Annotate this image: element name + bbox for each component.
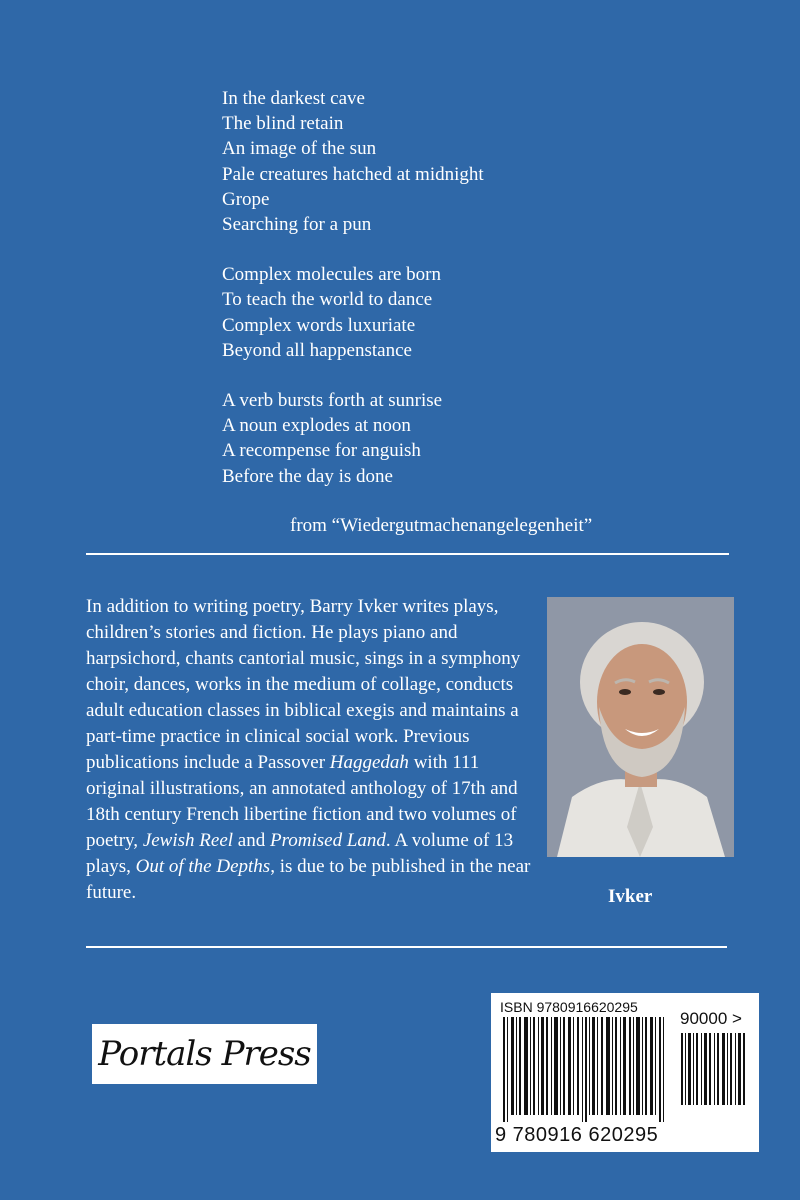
poem-line: Searching for a pun xyxy=(222,214,372,236)
poem-line: Complex molecules are born xyxy=(222,264,441,286)
poem-attribution: from “Wiedergutmachenangelegenheit” xyxy=(290,515,593,536)
poem-line: A noun explodes at noon xyxy=(222,415,411,437)
divider-bottom xyxy=(86,946,727,948)
bio-title-haggedah: Haggedah xyxy=(329,752,409,773)
poem-line: To teach the world to dance xyxy=(222,289,433,311)
poem-stanza-2 xyxy=(222,262,484,363)
divider-top xyxy=(86,553,729,555)
price-code-bars xyxy=(681,1033,751,1105)
author-portrait-illustration xyxy=(547,597,734,857)
bio-text: In addition to writing poetry, Barry Ivker writes plays, children’s stories and fiction. He plays piano and harpsichord, chants cantorial music, sings in a symphony choir, dances, works in the medium of collage, conducts adult education classes in biblical exegis and maintains a part-time practice in clinical social work. Previous publications include a Passover xyxy=(86,596,521,773)
poem-line: In the darkest cave xyxy=(222,88,365,109)
poem xyxy=(222,86,484,514)
isbn-barcode xyxy=(491,993,759,1152)
poem-stanza-3 xyxy=(222,388,484,489)
poem-line: A verb bursts forth at sunrise xyxy=(222,390,443,412)
isbn-label: ISBN 9780916620295 xyxy=(500,999,638,1015)
poem-line: Before the day is done xyxy=(222,465,393,487)
poem-line: Pale creatures hatched at midnight xyxy=(222,163,484,185)
price-code: 90000 > xyxy=(680,1009,742,1028)
author-bio xyxy=(86,594,534,906)
poem-line: Complex words luxuriate xyxy=(222,314,416,336)
poem-line: A recompense for anguish xyxy=(222,440,421,462)
poem-line: Beyond all happenstance xyxy=(222,339,412,361)
bio-paragraph xyxy=(86,594,534,906)
isbn-digits: 9 780916 620295 xyxy=(495,1124,659,1146)
poem-line: The blind retain xyxy=(222,113,344,135)
poem-line: An image of the sun xyxy=(222,138,377,160)
bio-text: . A volume of 13 plays, xyxy=(86,830,514,877)
author-photo xyxy=(547,597,734,857)
bio-text: with 111 original illustrations, an annotated anthology of 17th and 18th century French libertine fiction and two volumes of poetry, xyxy=(86,752,518,851)
poem-line: Grope xyxy=(222,188,270,210)
bio-title-jewish-reel: Jewish Reel xyxy=(142,830,234,851)
bio-title-promised-land: Promised Land xyxy=(269,830,386,851)
bio-text: , is due to be published in the near future. xyxy=(86,856,531,903)
poem-stanza-1 xyxy=(222,86,484,237)
bio-title-out-of-the-depths: Out of the Depths xyxy=(135,856,271,877)
photo-caption: Ivker xyxy=(608,886,653,907)
barcode-bars xyxy=(503,1017,668,1122)
publisher-logo: Portals Press xyxy=(92,1024,317,1084)
bio-text: and xyxy=(233,830,270,851)
